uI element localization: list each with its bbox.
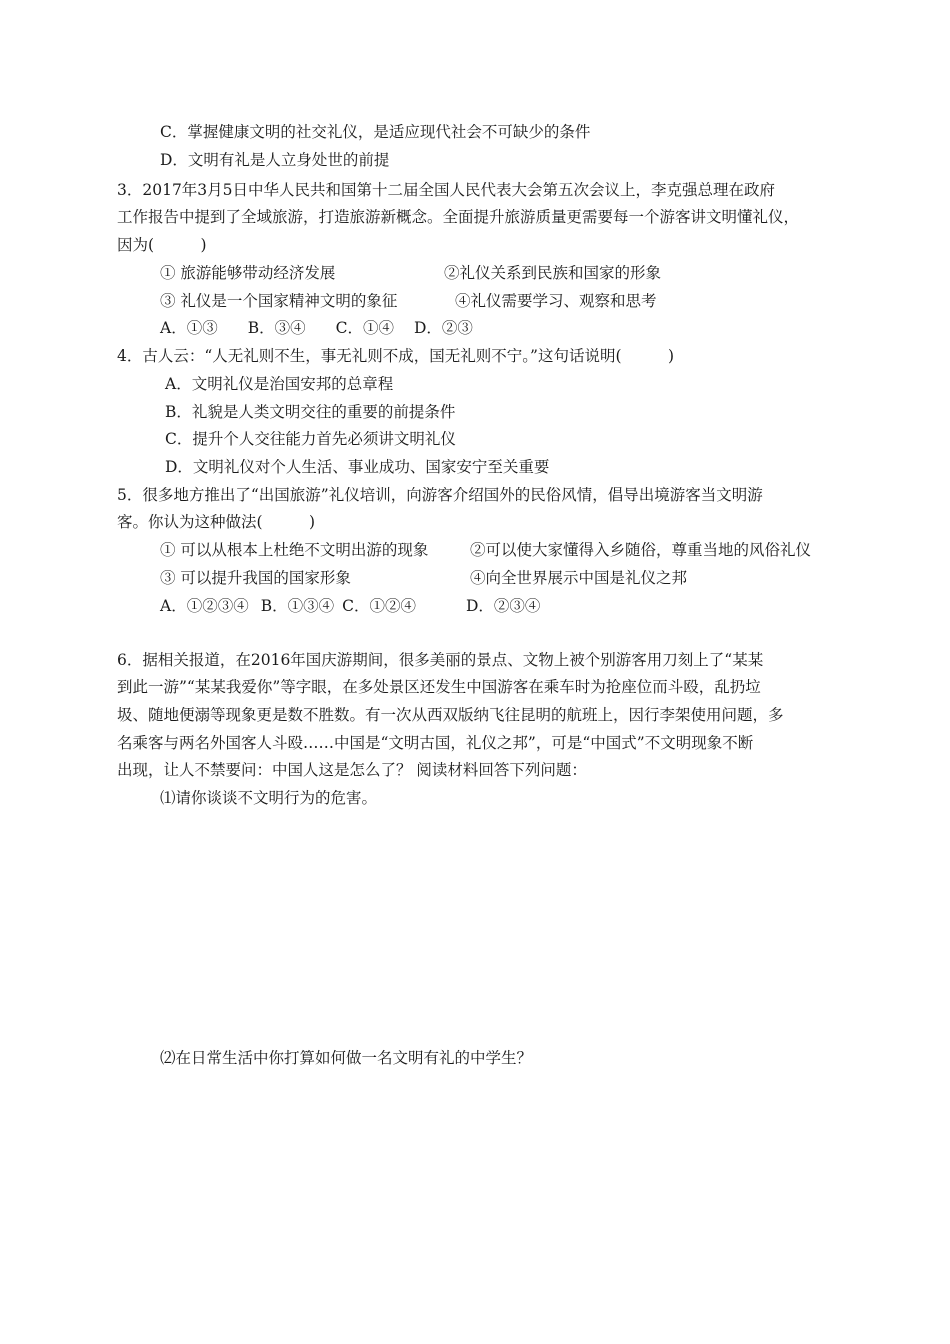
q4-option-c: C．提升个人交往能力首先必须讲文明礼仪 [165, 430, 456, 448]
q6-stem-line-3: 圾、随地便溺等现象更是数不胜数。有一次从西双版纳飞往昆明的航班上，因行李架使用问题，多 [117, 706, 784, 724]
q5-option-b: B．①③④ [260, 597, 335, 615]
q5-item-4: ④向全世界展示中国是礼仪之邦 [470, 569, 688, 587]
q2-option-d: D．文明有礼是人立身处世的前提 [160, 151, 390, 169]
q5-option-c: C．①②④ [342, 597, 416, 615]
q5-item-1: ① 可以从根本上杜绝不文明出游的现象 [160, 541, 429, 559]
q3-option-a: A．①③ [160, 319, 218, 337]
q5-item-3: ③ 可以提升我国的国家形象 [160, 569, 351, 587]
q5-item-2: ②可以使大家懂得入乡随俗，尊重当地的风俗礼仪 [470, 541, 812, 559]
q6-stem-line-2: 到此一游”“某某我爱你”等字眼，在多处景区还发生中国游客在乘车时为抢座位而斗殴，乱扔垃 [117, 678, 761, 696]
q3-stem-line-3: 因为( ) [117, 236, 207, 254]
q4-option-a: A．文明礼仪是治国安邦的总章程 [165, 375, 394, 393]
q5-option-a: A．①②③④ [160, 597, 249, 615]
q3-option-b: B．③④ [247, 319, 306, 337]
q3-item-2: ②礼仪关系到民族和国家的形象 [444, 264, 662, 282]
q2-option-c: C．掌握健康文明的社交礼仪，是适应现代社会不可缺少的条件 [160, 123, 591, 141]
q6-subquestion-1: ⑴请你谈谈不文明行为的危害。 [160, 789, 378, 807]
q5-options [160, 596, 570, 616]
q3-stem-line-2: 工作报告中提到了全域旅游，打造旅游新概念。全面提升旅游质量更需要每一个游客讲文明懂礼仪， [117, 208, 800, 226]
q5-stem-line-2: 客。你认为这种做法( ) [117, 513, 316, 531]
q5-option-d: D．②③④ [465, 597, 541, 615]
q3-item-3: ③ 礼仪是一个国家精神文明的象征 [160, 292, 398, 310]
q3-option-d: D．②③ [413, 319, 473, 337]
q3-stem-line-1: 3．2017年3月5日中华人民共和国第十二届全国人民代表大会第五次会议上，李克强总理在政府 [117, 181, 776, 199]
q6-stem-line-1: 6．据相关报道，在2016年国庆游期间，很多美丽的景点、文物上被个别游客用刀刻上了“某某 [117, 651, 764, 669]
q6-stem-line-5: 出现，让人不禁要问：中国人这是怎么了？ 阅读材料回答下列问题： [117, 761, 587, 779]
q3-item-1: ① 旅游能够带动经济发展 [160, 264, 336, 282]
q3-options [160, 318, 503, 338]
q4-stem: 4．古人云：“人无礼则不生，事无礼则不成，国无礼则不宁。”这句话说明( ) [117, 347, 675, 365]
q6-stem-line-4: 名乘客与两名外国客人斗殴……中国是“文明古国，礼仪之邦”，可是“中国式”不文明现象不断 [117, 734, 754, 752]
q4-option-b: B．礼貌是人类文明交往的重要的前提条件 [165, 403, 456, 421]
q3-option-c: C．①④ [335, 319, 394, 337]
q3-item-4: ④礼仪需要学习、观察和思考 [455, 292, 657, 310]
q5-stem-line-1: 5．很多地方推出了“出国旅游”礼仪培训，向游客介绍国外的民俗风情，倡导出境游客当文明游 [117, 486, 763, 504]
q4-option-d: D．文明礼仪对个人生活、事业成功、国家安宁至关重要 [165, 458, 550, 476]
q6-subquestion-2: ⑵在日常生活中你打算如何做一名文明有礼的中学生？ [160, 1049, 533, 1067]
